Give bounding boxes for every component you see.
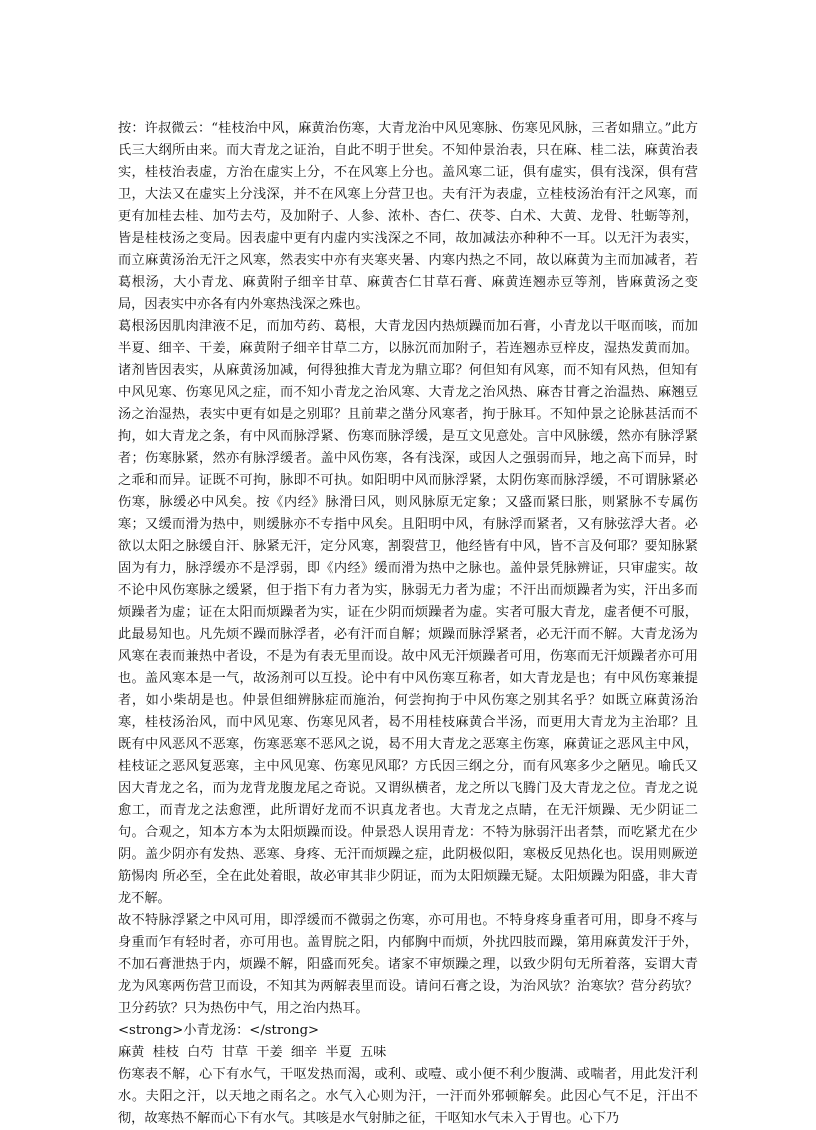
formula-ingredients: 麻黄 桂枝 白芍 甘草 干姜 细辛 半夏 五味: [118, 1045, 387, 1060]
paragraph-xiaoqinglong-text: 伤寒表不解，心下有水气，干呕发热而渴，或利、或噎、或小便不利少腹满、或喘者，用此发汗利水。夫阳之汗，以天地之雨名之。水气入心则为汗，一汗而外邪顿解矣。此因心气不足，汗出不彻，故寒热不解而心下有水气。其咳是水气射肺之征，干呕知水气未入于胃也。心下乃: [118, 1067, 698, 1126]
document-page: [118, 118, 698, 1130]
paragraph-commentary-1: 按：许叔微云：“桂枝治中风，麻黄治伤寒，大青龙治中风见寒脉、伤寒见风脉，三者如鼎立。”此方氏三大纲所由来。而大青龙之证治，自此不明于世矣。不知仲景治表，只在麻、桂二法，麻黄治表实，桂枝治表虚，方治在虚实上分，不在风寒上分也。盖风寒二证，俱有虚实，俱有浅深，俱有营卫，大法又在虚实上分浅深，并不在风寒上分营卫也。夫有汗为表虚，立桂枝汤治有汗之风寒，而更有加桂去桂、加芍去芍，及加附子、人参、浓朴、杏仁、茯苓、白术、大黄、龙骨、牡蛎等剂，皆是桂枝汤之变局。因表虚中更有内虚内实浅深之不同，故加减法亦种种不一耳。以无汗为表实，而立麻黄汤治无汗之风寒，然表实中亦有夹寒夹暑、内寒内热之不同，故以麻黄为主而加减者，若葛根汤，大小青龙、麻黄附子细辛甘草、麻黄杏仁甘草石膏、麻黄连翘赤豆等剂，皆麻黄汤之变局，因表实中亦各有内外寒热浅深之殊也。: [118, 121, 698, 312]
paragraph-commentary-2: 葛根汤因肌肉津液不足，而加芍药、葛根，大青龙因内热烦躁而加石膏，小青龙以干呕而咳，而加半夏、细辛、干姜，麻黄附子细辛甘草二方，以脉沉而加附子，若连翘赤豆梓皮，湿热发黄而加。诸剂皆因表实，从麻黄汤加减，何得独推大青龙为鼎立耶？何但知有风寒，而不知有风热，但知有中风见寒、伤寒见风之症，而不知小青龙之治风寒、大青龙之治风热、麻杏甘膏之治温热、麻翘豆汤之治湿热，表实中更有如是之别耶？且前辈之凿分风寒者，拘于脉耳。不知仲景之论脉甚活而不拘，如大青龙之条，有中风而脉浮紧、伤寒而脉浮缓，是互文见意处。言中风脉缓，然亦有脉浮紧者；伤寒脉紧，然亦有脉浮缓者。盖中风伤寒，各有浅深，或因人之强弱而异，地之高下而异，时之乖和而异。证既不可拘，脉即不可执。如阳明中风而脉浮紧，太阴伤寒而脉浮缓，不可谓脉紧必伤寒，脉缓必中风矣。按《内经》脉滑曰风，则风脉原无定象；又盛而紧曰胀，则紧脉不专属伤寒；又缓而滑为热中，则缓脉亦不专指中风矣。且阳明中风，有脉浮而紧者，又有脉弦浮大者。必欲以太阳之脉缓自汗、脉紧无汗，定分风寒，割裂营卫，他经皆有中风，皆不言及何耶？要知脉紧固为有力，脉浮缓亦不是浮弱，即《内经》缓而滑为热中之脉也。盖仲景凭脉辨证，只审虚实。故不论中风伤寒脉之缓紧，但于指下有力者为实，脉弱无力者为虚；不汗出而烦躁者为实，汗出多而烦躁者为虚；证在太阳而烦躁者为实，证在少阴而烦躁者为虚。实者可服大青龙，虚者便不可服，此最易知也。凡先烦不躁而脉浮者，必有汗而自解；烦躁而脉浮紧者，必无汗而不解。大青龙汤为风寒在表而兼热中者设，不是为有表无里而设。故中风无汗烦躁者可用，伤寒而无汗烦躁者亦可用也。盖风寒本是一气，故汤剂可以互投。论中有中风伤寒互称者，如大青龙是也；有中风伤寒兼提者，如小柴胡是也。仲景但细辨脉症而施治，何尝拘拘于中风伤寒之别其名乎？如既立麻黄汤治寒，桂枝汤治风，而中风见寒、伤寒见风者，曷不用桂枝麻黄合半汤，而更用大青龙为主治耶？且既有中风恶风不恶寒，伤寒恶寒不恶风之说，曷不用大青龙之恶寒主伤寒，麻黄证之恶风主中风，桂枝证之恶风复恶寒，主中风见寒、伤寒见风耶？方氏因三纲之分，而有风寒多少之陋见。喻氏又因大青龙之名，而为龙背龙腹龙尾之奇说。又谓纵横者，龙之所以飞腾门及大青龙之位。青龙之说愈工，而青龙之法愈湮，此所谓好龙而不识真龙者也。大青龙之点睛，在无汗烦躁、无少阴证二句。合观之，知本方本为太阳烦躁而设。仲景恐人误用青龙：不特为脉弱汗出者禁，而吃紧尤在少阴。盖少阴亦有发热、恶寒、身疼、无汗而烦躁之症，此阴极似阳，寒极反见热化也。误用则厥逆筋惕肉 所必至，全在此处着眼，故必审其非少阴证，而为太阳烦躁无疑。太阳烦躁为阳盛，非大青龙不解。: [118, 319, 698, 906]
paragraph-commentary-3: 故不特脉浮紧之中风可用，即浮缓而不微弱之伤寒，亦可用也。不特身疼身重者可用，即身不疼与身重而乍有轻时者，亦可用也。盖胃脘之阳，内郁胸中而烦，外扰四肢而躁，第用麻黄发汗于外，不加石膏泄热于内，烦躁不解，阳盛而死矣。诸家不审烦躁之理，以致少阴句无所着落，妄谓大青龙为风寒两伤营卫而设，不知其为两解表里而设。请问石膏之设，为治风欤？治寒欤？营分药欤？卫分药欤？只为热伤中气，用之治内热耳。: [118, 913, 698, 1016]
section-heading-xiaoqinglong: <strong>小青龙汤：</strong>: [118, 1023, 320, 1038]
